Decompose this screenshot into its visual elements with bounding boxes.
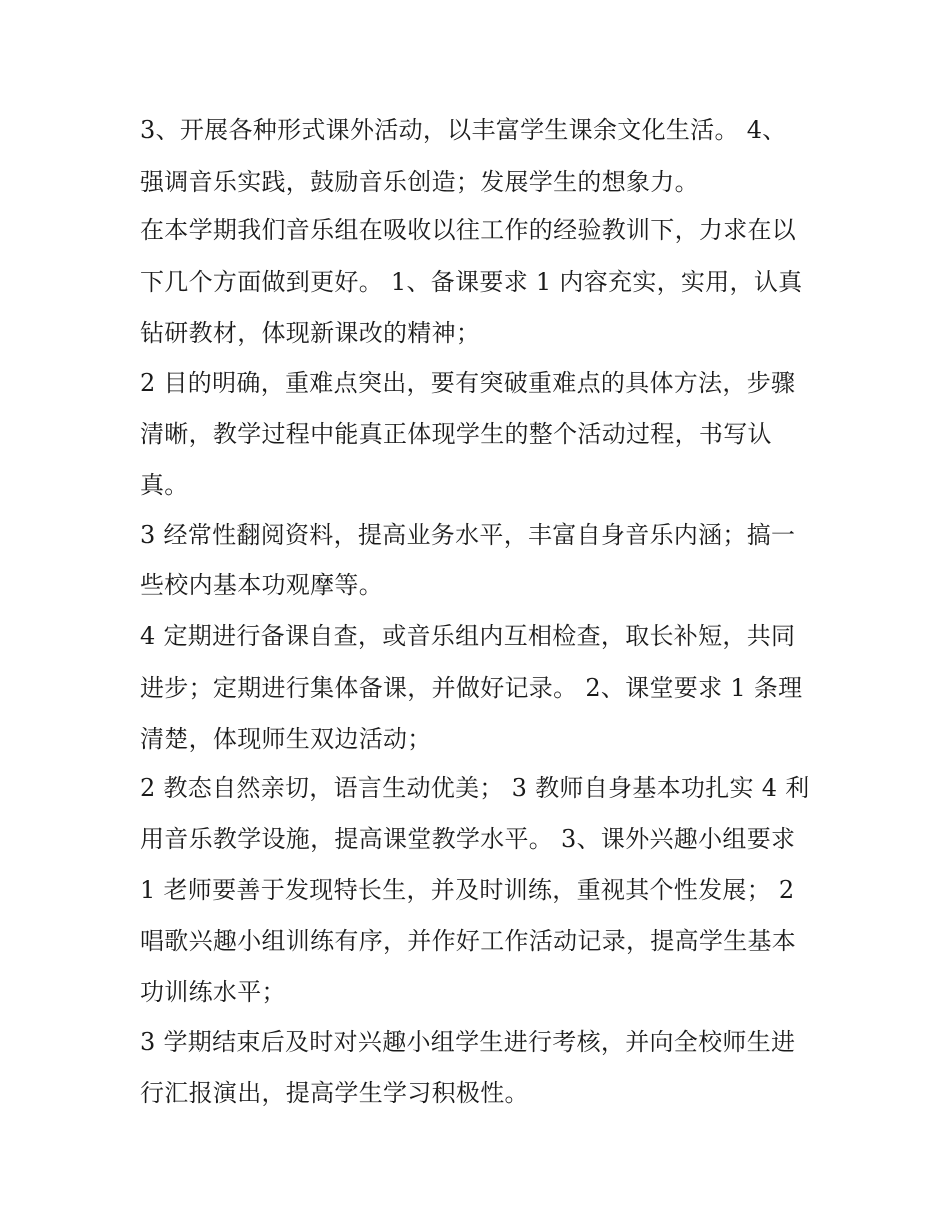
text-line: 些校内基本功观摩等。 — [140, 571, 383, 599]
text-line: 3 经常性翻阅资料，提高业务水平，丰富自身音乐内涵；搞一 — [140, 521, 796, 549]
text-line: 真。 — [140, 471, 189, 499]
text-line: 3、开展各种形式课外活动，以丰富学生课余文化生活。 4、 — [140, 116, 787, 144]
text-line: 进步；定期进行集体备课，并做好记录。 2、课堂要求 1 条理 — [140, 674, 803, 702]
text-line: 功训练水平； — [140, 978, 286, 1006]
text-line: 钻研教材，体现新课改的精神； — [140, 319, 481, 347]
text-line: 清楚，体现师生双边活动； — [140, 725, 432, 753]
text-line: 在本学期我们音乐组在吸收以往工作的经验教训下，力求在以 — [140, 216, 797, 244]
text-line: 清晰，教学过程中能真正体现学生的整个活动过程，书写认 — [140, 420, 772, 448]
text-line: 2 教态自然亲切，语言生动优美； 3 教师自身基本功扎实 4 利 — [140, 774, 810, 802]
text-line: 下几个方面做到更好。 1、备课要求 1 内容充实，实用，认真 — [140, 268, 803, 296]
text-line: 2 目的明确，重难点突出，要有突破重难点的具体方法，步骤 — [140, 369, 796, 397]
text-line: 1 老师要善于发现特长生，并及时训练，重视其个性发展； 2 — [140, 876, 795, 904]
text-line: 4 定期进行备课自查，或音乐组内互相检查，取长补短，共同 — [140, 622, 796, 650]
text-line: 用音乐教学设施，提高课堂教学水平。 3、课外兴趣小组要求 — [140, 825, 796, 853]
text-line: 3 学期结束后及时对兴趣小组学生进行考核，并向全校师生进 — [140, 1028, 796, 1056]
text-line: 强调音乐实践，鼓励音乐创造；发展学生的想象力。 — [140, 168, 699, 196]
text-line: 行汇报演出，提高学生学习积极性。 — [140, 1079, 529, 1107]
text-line: 唱歌兴趣小组训练有序，并作好工作活动记录，提高学生基本 — [140, 927, 797, 955]
